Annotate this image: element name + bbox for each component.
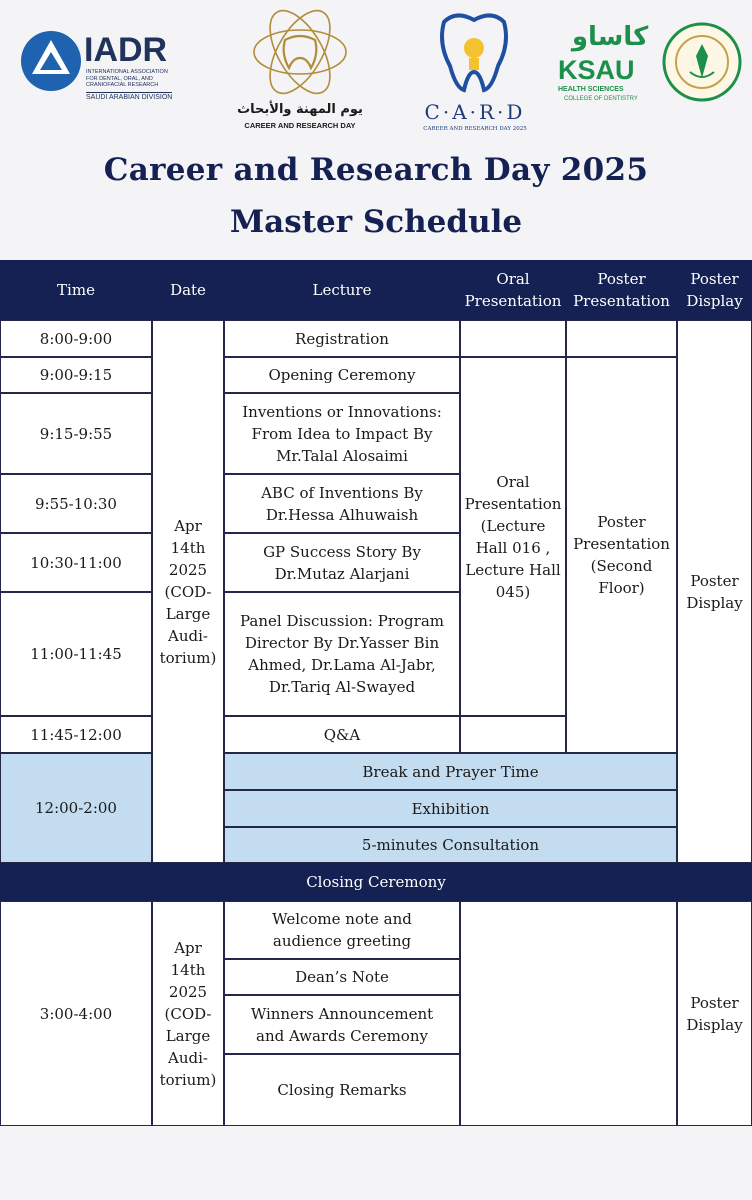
time-cell: 8:00-9:00 <box>0 320 152 357</box>
card-logo <box>400 8 550 138</box>
ksau-arabic: كاساو <box>571 22 649 52</box>
closing-ceremony-band: Closing Ceremony <box>0 863 752 901</box>
closing-empty-cell <box>460 901 677 1126</box>
iadr-division: SAUDI ARABIAN DIVISION <box>86 94 173 101</box>
crd-logo <box>230 2 370 137</box>
lecture-cell: ABC of Inventions By Dr.Hessa Alhuwaish <box>224 474 460 533</box>
tooth-bulb-icon <box>434 8 514 98</box>
lecture-cell: Panel Discussion: Program Director By Dr.Yasser Bin Ahmed, Dr.Lama Al-Jabr, Dr.Tariq Al-Swayed <box>224 592 460 716</box>
schedule-table <box>0 260 752 1126</box>
gold-tooth-emblem-icon <box>245 2 355 102</box>
ksau-logo <box>556 22 746 127</box>
lecture-cell: Inventions or Innovations: From Idea to Impact By Mr.Talal Alosaimi <box>224 393 460 474</box>
time-cell-break: 12:00-2:00 <box>0 753 152 863</box>
title-block <box>0 148 752 244</box>
header-oral: Oral Presentation <box>464 270 562 310</box>
iadr-emblem-icon <box>20 30 82 92</box>
time-cell: 11:45-12:00 <box>0 716 152 753</box>
ksau-line1: HEALTH SCIENCES <box>558 86 624 93</box>
page-title: Career and Research Day 2025 <box>103 152 649 188</box>
lecture-cell: Q&A <box>224 716 460 753</box>
time-cell: 9:55-10:30 <box>0 474 152 533</box>
iadr-line2: FOR DENTAL, ORAL, AND <box>86 75 153 82</box>
break-row: Exhibition <box>224 790 677 827</box>
oral-empty-cell <box>460 716 566 753</box>
closing-item: Dean’s Note <box>224 959 460 995</box>
iadr-abbr: IADR <box>84 31 168 69</box>
header-date: Date <box>170 281 206 299</box>
time-cell: 9:00-9:15 <box>0 357 152 393</box>
lecture-cell: GP Success Story By Dr.Mutaz Alarjani <box>224 533 460 592</box>
lecture-cell: Registration <box>224 320 460 357</box>
time-cell: 11:00-11:45 <box>0 592 152 716</box>
header-lecture: Lecture <box>312 281 372 299</box>
ksau-abbr: KSAU <box>558 55 635 85</box>
oral-empty-cell <box>460 320 566 357</box>
poster-display-cell: Poster Display <box>677 320 752 863</box>
header-display: Poster Display <box>686 270 743 310</box>
date-cell: Apr 14th 2025 (COD-Large Audi-torium) <box>152 320 224 863</box>
page-subtitle: Master Schedule <box>229 204 523 240</box>
closing-item: Winners Announcement and Awards Ceremony <box>224 995 460 1054</box>
iadr-line3: CRANIOFACIAL RESEARCH <box>86 82 159 88</box>
time-cell: 10:30-11:00 <box>0 533 152 592</box>
closing-item: Closing Remarks <box>224 1054 460 1126</box>
card-sub: CAREER AND RESEARCH DAY 2025 <box>423 126 527 132</box>
ksau-line2: COLLEGE OF DENTISTRY <box>564 96 638 102</box>
crd-arabic: يوم المهنة والأبحاث <box>237 102 363 117</box>
header-poster: Poster Presentation <box>573 270 670 310</box>
closing-item: Welcome note and audience greeting <box>224 901 460 959</box>
iadr-fullname <box>86 69 196 89</box>
date-cell: Apr 14th 2025 (COD-Large Audi-torium) <box>152 901 224 1126</box>
crd-english: CAREER AND RESEARCH DAY <box>244 121 356 130</box>
poster-empty-cell <box>566 320 677 357</box>
oral-presentation-cell: Oral Presentation (Lecture Hall 016 , Lecture Hall 045) <box>460 357 566 716</box>
card-word: C·A·R·D <box>424 100 526 124</box>
iadr-line1: INTERNATIONAL ASSOCIATION <box>86 69 168 75</box>
logo-bar <box>0 0 752 145</box>
lecture-cell: Opening Ceremony <box>224 357 460 393</box>
poster-presentation-cell: Poster Presentation (Second Floor) <box>566 357 677 753</box>
time-cell: 3:00-4:00 <box>0 901 152 1126</box>
poster-display-cell: Poster Display <box>677 901 752 1126</box>
break-row: Break and Prayer Time <box>224 753 677 790</box>
header-time: Time <box>57 281 95 299</box>
break-row: 5-minutes Consultation <box>224 827 677 863</box>
iadr-logo <box>20 30 190 110</box>
ksau-seal-icon <box>662 22 742 102</box>
time-cell: 9:15-9:55 <box>0 393 152 474</box>
